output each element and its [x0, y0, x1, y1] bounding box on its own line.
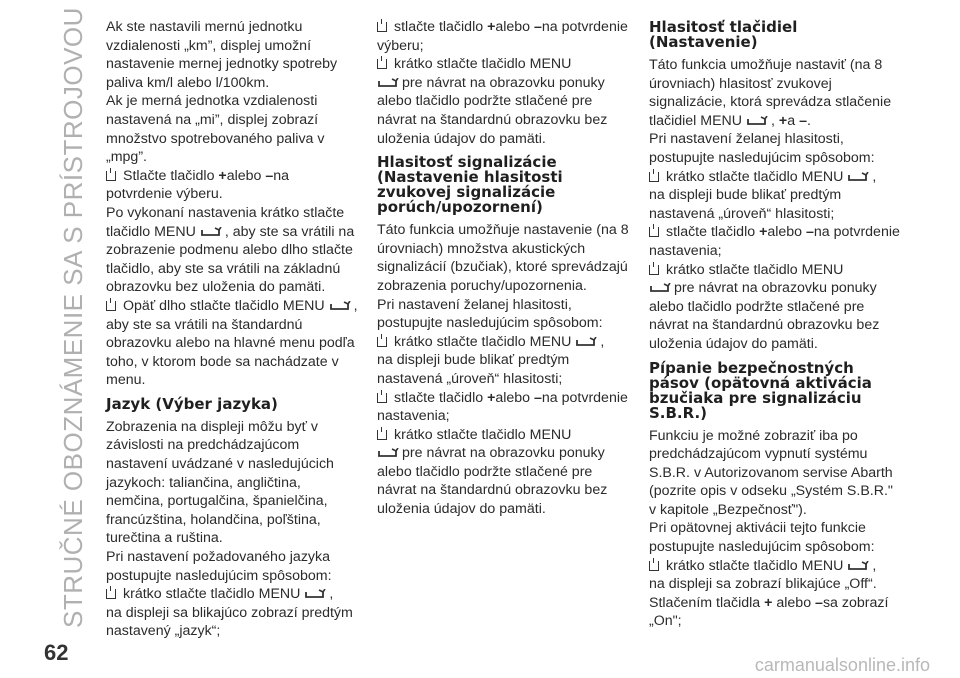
step-text: pre návrat na obrazovku ponuky alebo tlačidlo podržte stlačené pre návrat na štandardnú obrazovku bez uloženia údajov do pamäti.: [377, 445, 608, 518]
power-button-icon: [377, 337, 387, 347]
plus-key: +: [487, 389, 496, 406]
step-text: ,: [872, 168, 877, 185]
step-text: krátko stlačte tlačidlo MENU: [666, 261, 844, 278]
step-text: stlačte tlačidlo: [666, 224, 760, 241]
step-item: [106, 167, 358, 204]
menu-return-arrow-icon: [575, 337, 597, 348]
step-text: Opäť dlho stlačte tlačidlo MENU: [123, 297, 325, 314]
step-text: krátko stlačte tlačidlo MENU: [666, 168, 844, 185]
paragraph: Pri nastavení požadovaného jazyka postupujte nasledujúcim spôsobom:: [106, 549, 332, 584]
paragraph-text: Táto funkcia umožňuje nastaviť (na 8 úrovniach) hlasitosť zvukovej signalizácie, ktorá sprevádza stlačenie tlačidiel MENU: [649, 57, 892, 129]
power-button-icon: [106, 301, 116, 311]
paragraph: Funkciu je možné zobraziť iba po predchádzajúcom vypnutí systému S.B.R. v Autorizovanom servise Abarth (pozrite opis v odseku „Systém S.B.R." v kapitole „Bezpečnosť").: [649, 427, 893, 518]
page-number: 62: [44, 640, 69, 665]
paragraph: Pri opätovnej aktivácii tejto funkcie postupujte nasledujúcim spôsobom:: [649, 520, 875, 556]
section-heading: Pípanie bezpečnostných pásov (opätovná aktivácia bzučiaka pre signalizáciu S.B.R.): [649, 358, 872, 422]
minus-key: –: [815, 594, 823, 611]
plus-key: +: [487, 19, 496, 35]
column-3: [649, 18, 901, 631]
menu-return-arrow-icon: [304, 589, 326, 600]
step-item: [377, 426, 629, 519]
step-text: ,: [329, 586, 334, 603]
minus-key: –: [265, 167, 274, 184]
step-item: [649, 557, 901, 576]
step-item: [377, 333, 629, 352]
paragraph: Pri nastavení želanej hlasitosti, postupujte nasledujúcim spôsobom:: [649, 131, 875, 166]
step-text: na potvrdenie výberu.: [106, 167, 290, 203]
paragraph-text: , aby ste sa vrátili na zobrazenie podmenu alebo dlho stlačte tlačidlo, aby ste sa vrátili na základnú obrazovku bez uloženia do pamäti.: [106, 223, 355, 296]
menu-return-arrow-icon: [649, 283, 671, 294]
step-text: krátko stlačte tlačidlo MENU: [666, 557, 844, 574]
paragraph-text: alebo: [772, 594, 816, 611]
paragraph: Ak ste nastavili mernú jednotku vzdialenosti „km”, displej umožní nastavenie mernej jednotky spotreby paliva km/l alebo l/100km.: [106, 19, 338, 91]
step-text: krátko stlačte tlačidlo MENU: [394, 56, 572, 73]
step-text: na potvrdenie výberu;: [377, 19, 628, 54]
plus-key: +: [218, 167, 227, 184]
paragraph: [649, 56, 901, 130]
power-button-icon: [377, 22, 387, 32]
step-item: [649, 261, 901, 354]
column-1: [106, 18, 358, 641]
plus-key: +: [759, 224, 768, 241]
minus-key: –: [534, 19, 542, 35]
step-text: alebo: [495, 389, 535, 406]
paragraph: na displeji bude blikať predtým nastavená „úroveň“ hlasitosti;: [649, 187, 842, 222]
power-button-icon: [649, 265, 659, 275]
step-item: [377, 389, 629, 426]
step-item: [649, 168, 901, 187]
section-heading: Hlasitosť signalizácie (Nastavenie hlasitosti zvukovej signalizácie porúch/upozornení): [377, 153, 563, 217]
paragraph-text: na displeji sa zobrazí blikajúce „Off“. Stlačením tlačidla: [649, 576, 877, 611]
step-text: krátko stlačte tlačidlo MENU: [123, 586, 301, 603]
step-text: alebo: [767, 224, 807, 241]
paragraph: na displeji bude blikať predtým nastavená „úroveň“ hlasitosti;: [377, 352, 570, 387]
minus-key: –: [534, 389, 542, 406]
paragraph-text: Po vykonaní nastavenia krátko stlačte tlačidlo MENU: [106, 204, 345, 240]
menu-return-arrow-icon: [377, 78, 399, 89]
step-text: ,: [872, 557, 877, 574]
paragraph: Zobrazenia na displeji môžu byť v závislosti na predchádzajúcom nastavení uvádzané v nasledujúcich jazykoch: taliančina, angličtina, nemčina, portugalčina, španielčina, francúzština, holandčina, poľština, turečtina a ruština.: [106, 418, 334, 547]
step-text: Stlačte tlačidlo: [123, 167, 219, 184]
paragraph-text: .: [806, 112, 811, 129]
step-text: pre návrat na obrazovku ponuky alebo tlačidlo podržte stlačené pre návrat na štandardnú obrazovku bez uloženia údajov do pamäti.: [649, 280, 880, 352]
paragraph: Ak je merná jednotka vzdialenosti nastavená na „mi”, displej zobrazí množstvo spotrebovaného paliva v „mpg”.: [106, 93, 325, 166]
paragraph-text: a: [787, 112, 800, 129]
paragraph: Pri nastavení želanej hlasitosti, postupujte nasledujúcim spôsobom:: [377, 296, 603, 332]
step-text: pre návrat na obrazovku ponuky alebo tlačidlo podržte stlačené pre návrat na štandardnú obrazovku bez uloženia údajov do pamäti.: [377, 74, 608, 147]
watermark: carmanualsonline.info: [754, 655, 930, 675]
menu-return-arrow-icon: [847, 561, 869, 572]
minus-key: –: [799, 112, 807, 129]
step-text: na potvrdenie nastavenia;: [377, 389, 628, 425]
step-text: alebo: [226, 167, 266, 184]
step-item: [106, 585, 358, 604]
step-item: [106, 297, 358, 390]
menu-return-arrow-icon: [746, 116, 768, 127]
minus-key: –: [806, 224, 814, 241]
step-text: stlačte tlačidlo: [394, 389, 488, 406]
step-text: alebo: [495, 19, 535, 35]
power-button-icon: [649, 227, 659, 237]
paragraph-text: sa zobrazí „On";: [649, 594, 889, 630]
column-2: [377, 18, 629, 519]
menu-return-arrow-icon: [847, 172, 869, 183]
power-button-icon: [106, 589, 116, 599]
section-heading: Hlasitosť tlačidiel (Nastavenie): [649, 18, 798, 51]
step-item: [377, 55, 629, 148]
paragraph: [106, 204, 358, 297]
step-text: na potvrdenie nastavenia;: [649, 224, 900, 259]
plus-key: +: [764, 594, 773, 611]
paragraph: [649, 575, 901, 631]
paragraph: Táto funkcia umožňuje nastavenie (na 8 úrovniach) množstva akustických signalizácií (bzučiak), ktoré sprevádzajú zobrazenia poruchy/upozornenia.: [377, 222, 629, 294]
step-item: [377, 18, 629, 55]
menu-return-arrow-icon: [377, 448, 399, 459]
menu-return-arrow-icon: [329, 301, 351, 312]
power-button-icon: [649, 561, 659, 571]
step-text: krátko stlačte tlačidlo MENU: [394, 426, 572, 443]
power-button-icon: [377, 430, 387, 440]
step-text: ,: [600, 333, 605, 350]
step-text: krátko stlačte tlačidlo MENU: [394, 333, 572, 350]
step-item: [649, 223, 901, 260]
paragraph: na displeji sa blikajúco zobrazí predtým nastavený „jazyk“;: [106, 604, 353, 640]
step-text: stlačte tlačidlo: [394, 19, 488, 35]
step-text: , aby ste sa vrátili na štandardnú obrazovku alebo na hlavné menu podľa toho, v ktorom bode sa nachádzate v menu.: [106, 297, 358, 389]
power-button-icon: [377, 393, 387, 403]
power-button-icon: [377, 59, 387, 69]
side-section-title: STRUČNÉ OBOZNÁMENIE SA S PRÍSTROJOVOU: [58, 7, 88, 628]
power-button-icon: [106, 171, 116, 181]
plus-key: +: [778, 112, 788, 129]
menu-return-arrow-icon: [200, 227, 222, 238]
section-heading: Jazyk (Výber jazyka): [106, 394, 278, 413]
paragraph-text: ,: [771, 112, 779, 129]
power-button-icon: [649, 172, 659, 182]
